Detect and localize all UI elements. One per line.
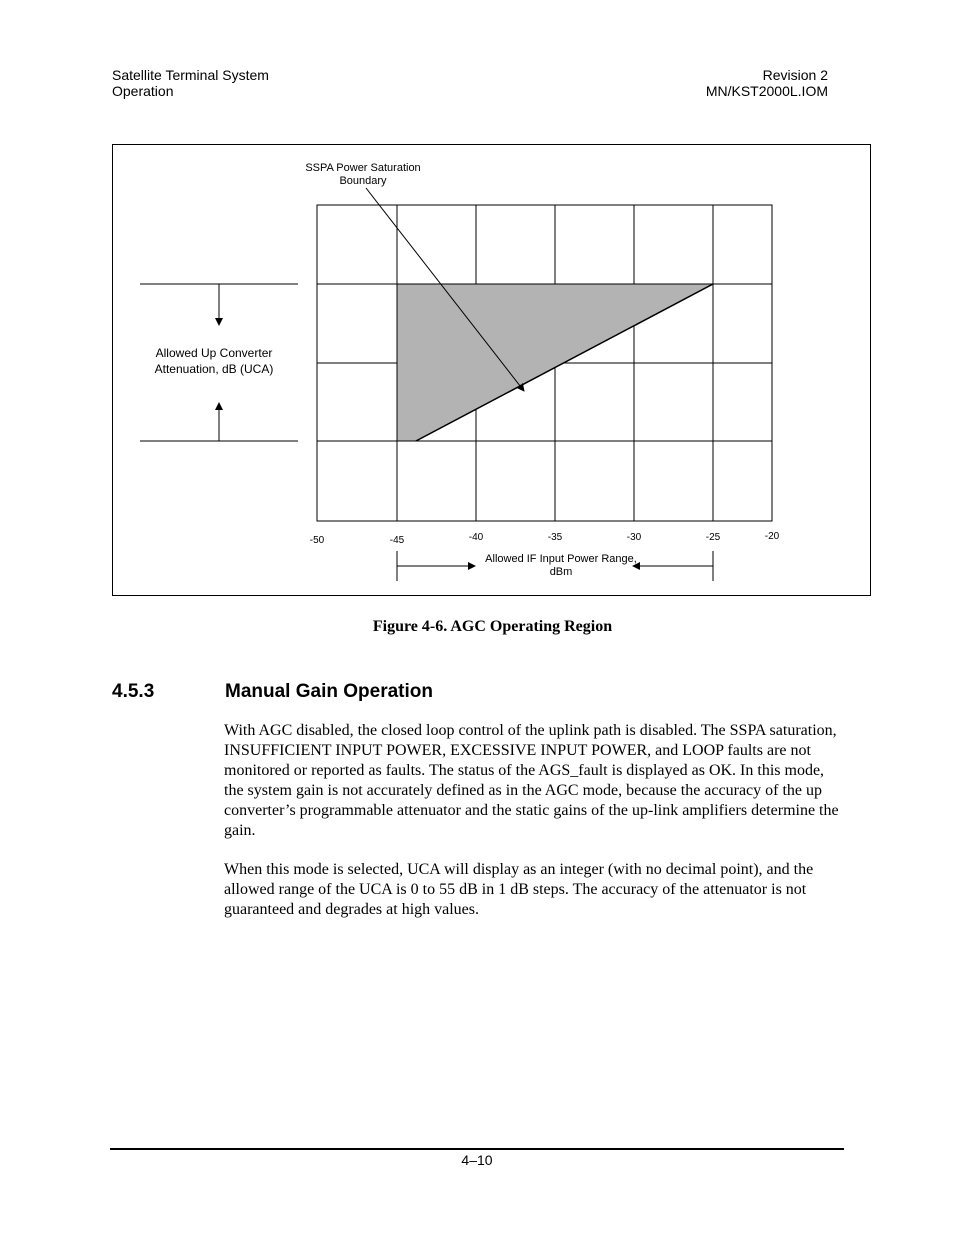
uca-label-line2: Attenuation, dB (UCA) [154, 362, 274, 376]
x-tick-labels [310, 531, 780, 546]
footer-rule [110, 1148, 844, 1150]
header-right [706, 67, 828, 99]
if-label-line2: dBm [549, 566, 573, 578]
agc-chart [113, 145, 872, 597]
page-number: 4–10 [461, 1152, 493, 1168]
x-tick-label: -30 [626, 532, 642, 543]
x-tick-label: -25 [705, 532, 721, 543]
x-tick-label: -35 [547, 532, 563, 543]
header-doc-title: Satellite Terminal System [112, 67, 269, 83]
section-title: Manual Gain Operation [225, 681, 433, 702]
annotation-label-line1: SSPA Power Saturation [305, 162, 421, 174]
figure-caption: Figure 4-6. AGC Operating Region [372, 618, 613, 635]
x-tick-label: -40 [468, 532, 484, 543]
header-doc-number: MN/KST2000L.IOM [705, 83, 828, 99]
section-heading [112, 681, 433, 703]
x-tick-label: -45 [389, 535, 405, 546]
section-number: 4.5.3 [112, 681, 155, 702]
x-tick-label: -50 [309, 535, 325, 546]
body-paragraph-2: When this mode is selected, UCA will display as an integer (with no decimal point), and the allowed range of the UCA is 0 to 55 dB in 1 dB steps. The accuracy of the attenuator is not guaranteed and degrades at high values. [224, 861, 814, 918]
figure-agc-operating-region [112, 144, 871, 596]
header-chapter: Operation [112, 83, 174, 99]
uca-label-line1: Allowed Up Converter [155, 346, 273, 360]
header-revision: Revision 2 [762, 67, 828, 83]
if-label-line1: Allowed IF Input Power Range, [485, 553, 637, 565]
header-left [112, 67, 269, 99]
annotation-label-line2: Boundary [339, 175, 387, 187]
body-paragraph-1: With AGC disabled, the closed loop control of the uplink path is disabled. The SSPA saturation, INSUFFICIENT INPUT POWER, EXCESSIVE INPUT POWER, and LOOP faults are not monitored or reported as faults. The status of the AGS_fault is displayed as OK. In this mode, the system gain is not accurately defined as in the AGC mode, because the accuracy of the up converter’s programmable attenuator and the static gains of the up-link amplifiers determine the gain. [224, 722, 839, 839]
x-tick-label: -20 [764, 531, 780, 542]
